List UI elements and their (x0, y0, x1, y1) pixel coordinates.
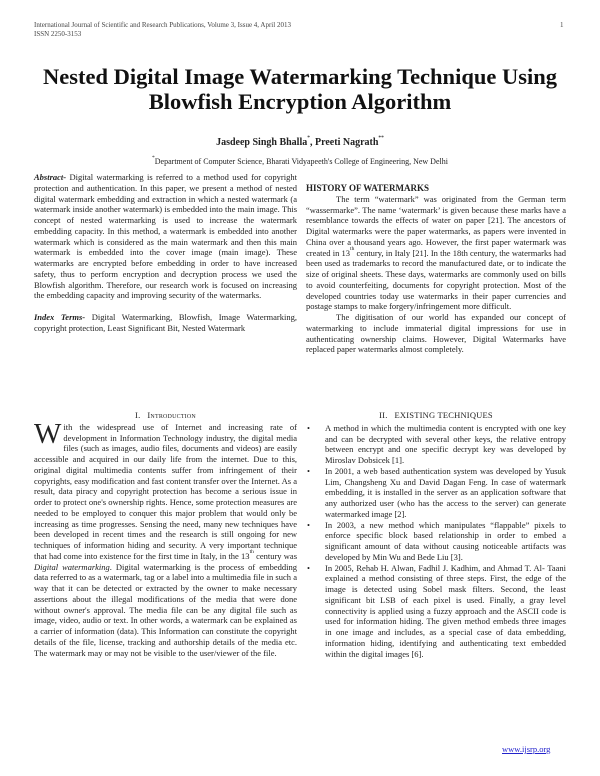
history-paragraph-2: The digitisation of our world has expanded our concept of watermarking to include immaterial digital impressions for use in authenticating ownership claims. However, Digital Watermarks have replaced paper watermarks almost completely. (306, 312, 566, 355)
list-item-text: In 2005, Rehab H. Alwan, Fadhil J. Kadhim, and Ahmad T. Al- Taani explained a method consisting of three steps. First, the edge of the image is detected using Sobel mask filters. Second, the least significant bit LSB of each pixel is used. Finally, a gray level connectivity is applied using a fuzzy approach and the ASCII code is used for information hiding. The given method embeds three images in one image and includes, as a special case of data embedding, information hiding, identifying and authenticating text embedded within the digital images [6]. (325, 562, 566, 659)
abstract-label: Abstract- (34, 172, 67, 182)
abstract (34, 172, 297, 301)
intro-sup: th (249, 548, 254, 555)
section-title: EXISTING TECHNIQUES (394, 410, 493, 420)
list-item (306, 563, 566, 660)
history-heading: HISTORY OF WATERMARKS (306, 183, 430, 193)
paper-title (0, 64, 600, 114)
techniques-list (306, 423, 566, 660)
title-line-2: Blowfish Encryption Algorithm (148, 89, 452, 114)
page-number: 1 (560, 21, 564, 29)
title-line-1: Nested Digital Image Watermarking Technique Using (43, 64, 557, 89)
existing-techniques-section (306, 410, 566, 659)
list-item-text: A method in which the multimedia content is encrypted with one key and can be decrypted with several other keys, the relative entropy between encrypt and one specific decrypt key was developed by Miroslav Dobsicek [1]. (325, 422, 566, 465)
section-title: Introduction (147, 410, 196, 420)
journal-name: International Journal of Scientific and Research Publications, Volume 3, Issue 4, April 2013 (34, 21, 291, 29)
index-terms-label: Index Terms- (34, 311, 86, 322)
list-item (306, 423, 566, 466)
affiliation-mark: * (152, 155, 155, 161)
website-link[interactable]: www.ijsrp.org (502, 744, 551, 754)
history-sup: th (350, 245, 355, 252)
section-number: I. (135, 410, 141, 420)
bullet-icon: • (307, 562, 310, 573)
issn: ISSN 2250-3153 (34, 30, 82, 38)
abstract-text: Digital watermarking is referred to a method used for copyright protection and authentication. In this paper, we present a method of nested digital watermark embedding and extraction in which a nested watermark (a watermark inside another watermark) is embedded into the main image. This concept of nested watermarking is used to increase the watermark embedding capacity. In this method, a watermark is embedded into another watermark which is considered as the main watermark and then this main watermark is embedded into the cover image (main image). These watermarks are encrypted before embedding in order to have increased safety, thus to perform encryption and decryption process we used the Blowfish algorithm. Therefore, our research work is focused on increasing the embedding capacity and improving security of the watermarks. (34, 172, 297, 301)
author-1: Jasdeep Singh Bhalla (216, 137, 308, 148)
author-separator: , (310, 137, 315, 148)
bullet-icon: • (307, 422, 310, 433)
author-1-mark: * (307, 135, 310, 141)
author-2: Preeti Nagrath (315, 137, 379, 148)
intro-text-a: ith the widespread use of Internet and increasing rate of development in Information Technology industry, the digital media files (such as images, audio files, documents and videos) are easily accessible and acquired in our daily life from the internet. Due to this, original digital multimedia contents suffer from infringement of their copyrights, easy modification and fast content transfer over the Internet. As a result, data piracy and copyright protection has become a serious issue in order to protect one's ownership rights. Hence, some protection measures are needed to be employed to conquer this major problem that would only be increasing as time progresses. Sensing the need, many new techniques have been developed in recent times and the research is still ongoing for new techniques of information hiding and security. A very important technique that had come into existence for the first time in Italy, in the 13 (34, 421, 297, 561)
author-2-mark: ** (378, 135, 384, 141)
bullet-icon: • (307, 519, 310, 530)
introduction-heading (34, 410, 297, 421)
intro-italic: Digital watermarking (34, 561, 110, 572)
list-item-text: In 2001, a web based authentication system was developed by Yusuk Lim, Changsheng Xu and David Dagan Feng. In case of watermark embedding, it is installed in the server as an application software that any authorized user (who has the access to the server) can generate watermarked image [2]. (325, 465, 566, 519)
journal-header (34, 21, 291, 39)
existing-heading (306, 410, 566, 421)
index-terms-text: Digital Watermarking, Blowfish, Image Watermarking, copyright protection, Least Significant Bit, Nested Watermark (34, 311, 297, 333)
history-text-b: century, in Italy [21]. In the 18th century, the watermarks had been used as trademarks to record the manufactured date, or to indicate the size of original sheets. These days, watermarks are commonly used on bills to avoid counterfeiting, documents for copyright protection. Most of the developed countries today use watermarks in their paper currencies and postage stamps to make forgery/infringement more difficult. (306, 247, 566, 312)
intro-text-c: . Digital watermarking is the process of embedding data referred to as a watermark, tag or a label into a multimedia file in such a way that it can be detected or extracted by the owner to make necessary assertions about the illegal modifications of the media that were done without owner's approval. The media file can be any digital file such as image, video, audio or text. In other words, a watermark can be explained as a carrier of information (data). This Information can constitute the copyright details of the file, license, tracking and authorship details of the media etc. The watermark may or may not be visible to the user/viewer of the file. (34, 561, 297, 658)
history-section (306, 183, 566, 355)
introduction-paragraph (34, 417, 298, 659)
index-terms (34, 312, 297, 334)
affiliation-text: Department of Computer Science, Bharati Vidyapeeth's College of Engineering, New Delhi (154, 157, 448, 166)
abstract-section (34, 172, 297, 333)
history-paragraph-1 (306, 194, 566, 312)
authors (0, 137, 600, 148)
history-text-a: The term “watermark” was originated from the German term “wassermarke”. The name ‘watermark’ is given because these marks have a resemblance towards the effects of water on paper [21]. The ancestors of Digital watermarks were the paper watermarks, as papers were invented in China over a thousand years ago. However, the first paper watermark was created in 13 (306, 193, 566, 258)
drop-cap: W (34, 417, 62, 450)
bullet-icon: • (307, 465, 310, 476)
introduction-section (34, 410, 297, 658)
list-item-text: In 2003, a new method which manipulates “flappable” pixels to enforce specific block based relationship in order to embed a significant amount of data without causing noticeable artifacts was developed by Min Wu and Bede Liu [3]. (325, 519, 566, 562)
list-item (306, 520, 566, 563)
section-number: II. (379, 410, 388, 420)
intro-text-b: century was (253, 550, 298, 561)
list-item (306, 466, 566, 520)
affiliation (0, 157, 600, 166)
